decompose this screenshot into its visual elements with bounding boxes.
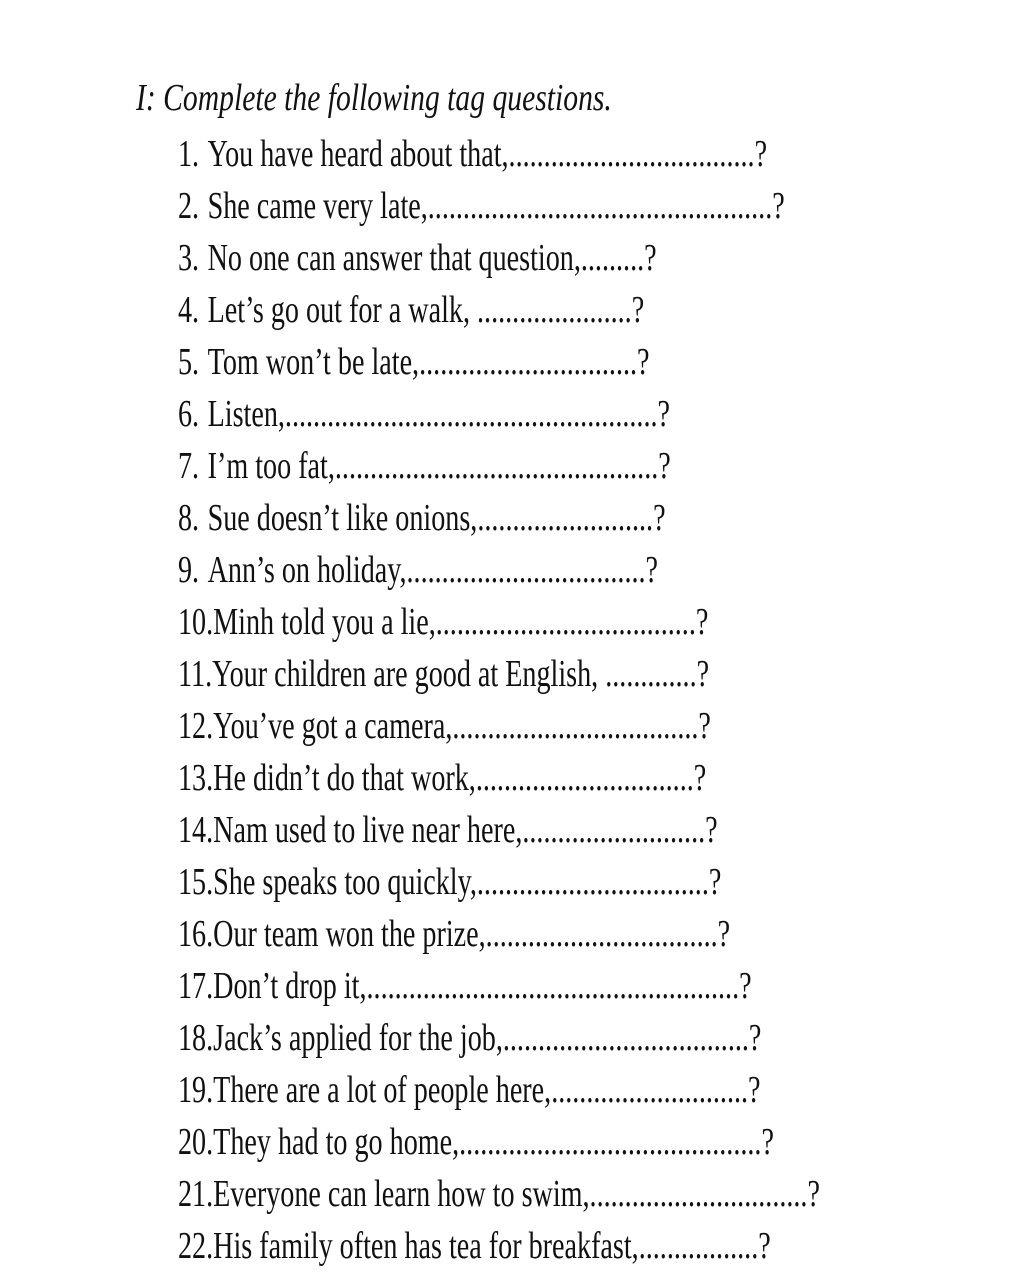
question-stem: They had to go home, (213, 1121, 460, 1163)
question-item (178, 492, 666, 544)
question-mark: ? (761, 1121, 774, 1163)
question-mark: ? (698, 705, 711, 747)
question-stem: She came very late, (207, 185, 428, 227)
exercise-heading: I: Complete the following tag questions. (136, 77, 612, 119)
question-stem: Ann’s on holiday, (207, 549, 407, 591)
question-stem: Jack’s applied for the job, (213, 1017, 503, 1059)
answer-blank[interactable]: ................................................. (427, 185, 773, 227)
answer-blank[interactable]: ................................... (502, 1017, 749, 1059)
question-stem: Let’s go out for a walk, (207, 289, 478, 331)
question-mark: ? (758, 1225, 771, 1267)
question-item (178, 180, 785, 232)
question-item (178, 752, 706, 804)
question-item (178, 544, 658, 596)
question-number: 15. (178, 861, 214, 903)
question-mark: ? (693, 757, 707, 799)
question-item (178, 128, 767, 180)
question-mark: ? (653, 497, 666, 539)
question-item (178, 1116, 774, 1168)
question-mark: ? (695, 601, 709, 643)
question-stem: Everyone can learn how to swim, (213, 1173, 590, 1215)
answer-blank[interactable]: ...................... (477, 289, 632, 331)
question-mark: ? (637, 341, 650, 383)
question-item (178, 388, 670, 440)
question-item (178, 336, 650, 388)
question-number: 18. (178, 1017, 214, 1059)
question-item (178, 856, 721, 908)
question-number: 8. (178, 497, 200, 539)
question-stem: Don’t drop it, (213, 965, 367, 1007)
question-number: 7. (178, 445, 200, 487)
question-number: 12. (178, 705, 214, 747)
question-mark: ? (754, 133, 768, 175)
question-number: 21. (178, 1173, 214, 1215)
question-item (178, 596, 708, 648)
answer-blank[interactable]: ..................................................... (366, 965, 740, 1007)
question-item (178, 1012, 761, 1064)
question-stem: His family often has tea for breakfast, (213, 1225, 639, 1267)
question-mark: ? (657, 393, 670, 435)
question-mark: ? (631, 289, 645, 331)
question-number: 2. (178, 185, 200, 227)
question-mark: ? (658, 445, 671, 487)
question-number: 13. (178, 757, 214, 799)
question-number: 1. (178, 133, 200, 175)
question-stem: Listen, (207, 393, 285, 435)
answer-blank[interactable]: ................................. (476, 861, 709, 903)
question-number: 14. (178, 809, 214, 851)
answer-blank[interactable]: ................................... (452, 705, 699, 747)
question-number: 5. (178, 341, 200, 383)
answer-blank[interactable]: ..................................................... (284, 393, 658, 435)
question-stem: She speaks too quickly, (213, 861, 477, 903)
question-mark: ? (705, 809, 718, 851)
question-stem: There are a lot of people here, (213, 1069, 552, 1111)
answer-blank[interactable]: ......................... (477, 497, 654, 539)
question-number: 3. (178, 237, 200, 279)
question-item (178, 1168, 820, 1220)
answer-blank[interactable]: .............................................. (334, 445, 659, 487)
question-item (178, 440, 671, 492)
question-stem: No one can answer that question, (207, 237, 581, 279)
question-item (178, 1220, 771, 1272)
question-stem: He didn’t do that work, (213, 757, 476, 799)
question-mark: ? (772, 185, 785, 227)
answer-blank[interactable]: ............. (605, 653, 697, 695)
answer-blank[interactable]: .................................. (406, 549, 646, 591)
answer-blank[interactable]: ........................................... (459, 1121, 762, 1163)
question-item (178, 232, 657, 284)
question-item (178, 284, 644, 336)
question-item (178, 700, 711, 752)
question-stem: Sue doesn’t like onions, (207, 497, 478, 539)
question-number: 4. (178, 289, 200, 331)
question-stem: Minh told you a lie, (213, 601, 436, 643)
question-mark: ? (644, 237, 657, 279)
answer-blank[interactable]: ............................... (475, 757, 694, 799)
question-number: 16. (178, 913, 214, 955)
question-number: 19. (178, 1069, 214, 1111)
question-mark: ? (807, 1173, 820, 1215)
question-stem: You have heard about that, (207, 133, 509, 175)
question-mark: ? (748, 1017, 762, 1059)
answer-blank[interactable]: ......... (580, 237, 645, 279)
question-number: 6. (178, 393, 200, 435)
answer-blank[interactable]: .......................... (522, 809, 706, 851)
question-item (178, 648, 709, 700)
answer-blank[interactable]: ................................. (485, 913, 718, 955)
answer-blank[interactable]: ................. (638, 1225, 759, 1267)
question-number: 10. (178, 601, 214, 643)
question-item (178, 960, 752, 1012)
question-number: 11. (178, 653, 213, 695)
answer-blank[interactable]: ............................ (551, 1069, 749, 1111)
question-stem: Your children are good at English, (212, 653, 606, 695)
question-number: 17. (178, 965, 214, 1007)
question-item (178, 804, 718, 856)
question-number: 22. (178, 1225, 214, 1267)
question-item (178, 908, 730, 960)
question-stem: Nam used to live near here, (213, 809, 523, 851)
question-stem: Tom won’t be late, (207, 341, 420, 383)
question-number: 20. (178, 1121, 214, 1163)
answer-blank[interactable]: ............................... (589, 1173, 808, 1215)
answer-blank[interactable]: ..................................... (435, 601, 696, 643)
question-stem: Our team won the prize, (213, 913, 486, 955)
question-mark: ? (708, 861, 722, 903)
answer-blank[interactable]: ................................... (508, 133, 755, 175)
question-stem: I’m too fat, (207, 445, 335, 487)
question-mark: ? (645, 549, 659, 591)
question-stem: You’ve got a camera, (213, 705, 453, 747)
answer-blank[interactable]: ............................... (419, 341, 638, 383)
question-mark: ? (717, 913, 731, 955)
question-mark: ? (696, 653, 710, 695)
question-number: 9. (178, 549, 200, 591)
question-mark: ? (739, 965, 752, 1007)
question-item (178, 1064, 761, 1116)
question-mark: ? (748, 1069, 761, 1111)
